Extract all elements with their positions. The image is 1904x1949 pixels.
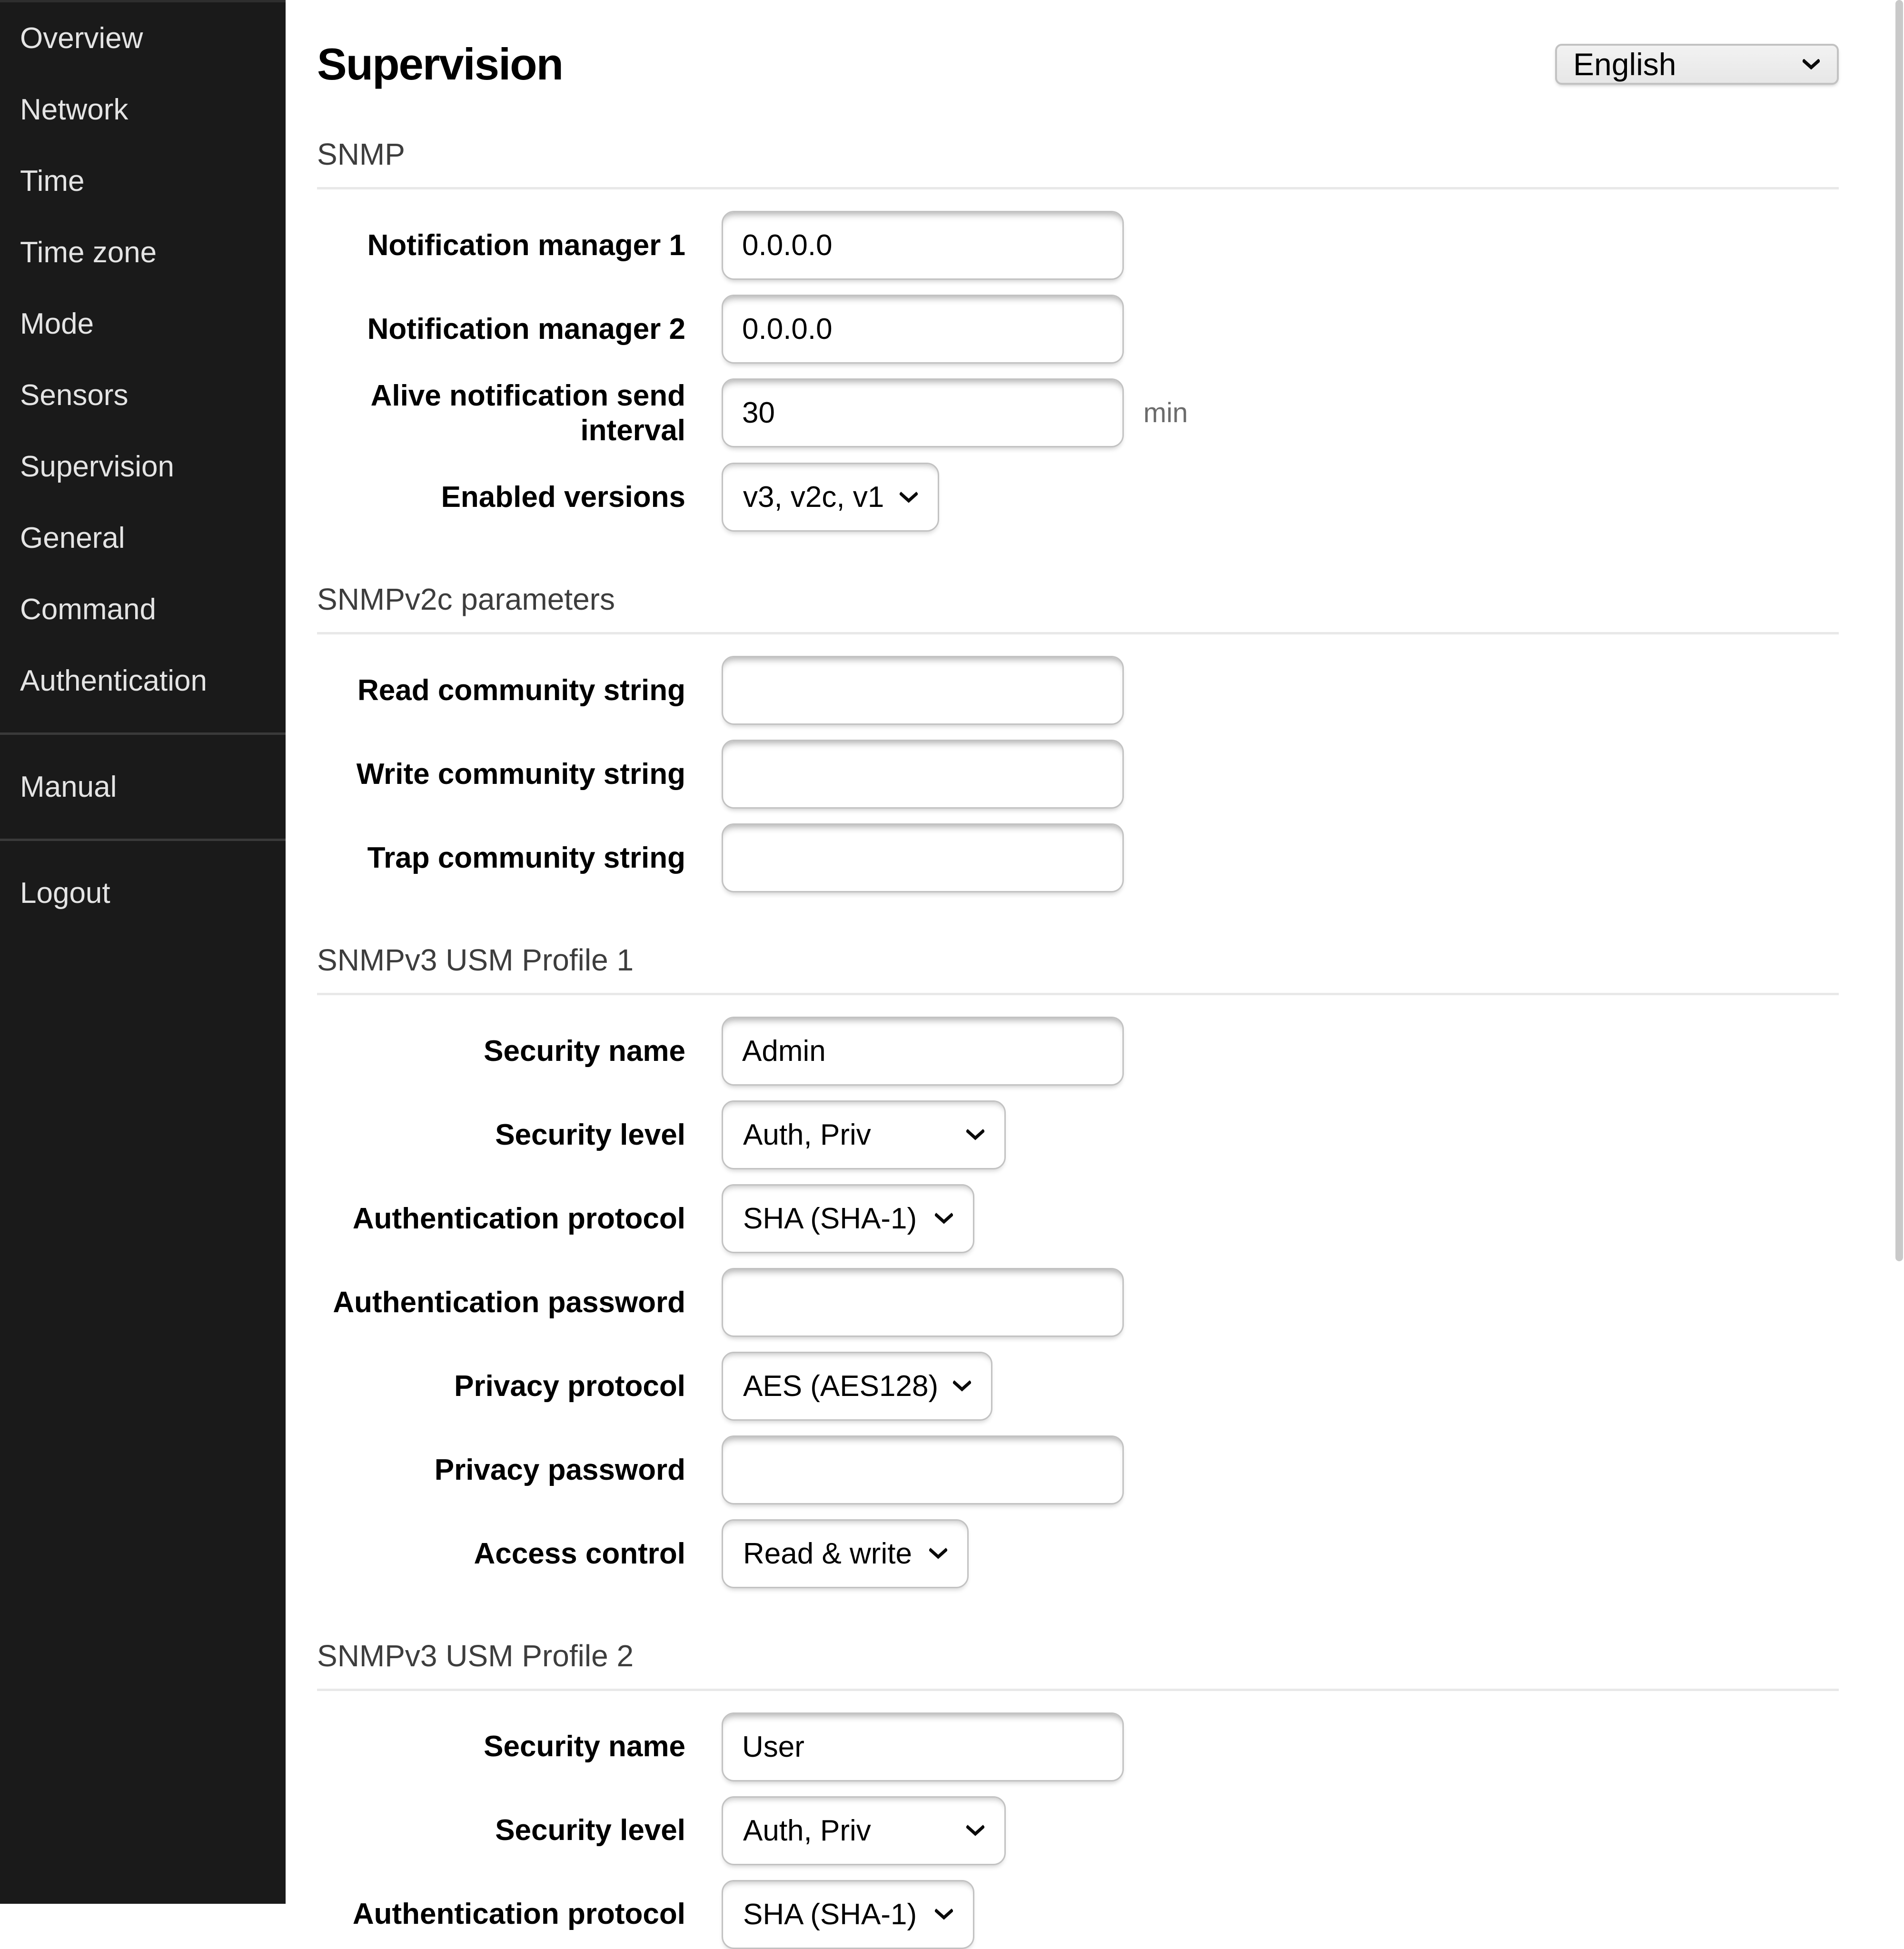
- trap-community-string-input[interactable]: [722, 823, 1124, 892]
- sidebar-section-divider: [0, 732, 286, 735]
- form-row: [317, 1268, 1839, 1337]
- section-rows: [317, 211, 1839, 532]
- field-control: [722, 823, 1124, 892]
- field-control: [722, 1268, 1124, 1337]
- access-control-1-select[interactable]: [722, 1519, 969, 1588]
- section-divider: [317, 993, 1839, 995]
- form-row: [317, 1796, 1839, 1865]
- field-label: Security name: [484, 1730, 685, 1763]
- select-value: SHA (SHA-1): [743, 1898, 917, 1931]
- privacy-protocol-1-select[interactable]: [722, 1352, 992, 1421]
- alive-notification-send-interval-input[interactable]: [722, 378, 1124, 447]
- field-label: Security level: [495, 1814, 685, 1847]
- language-select[interactable]: [1555, 44, 1839, 85]
- form-row: [317, 656, 1839, 725]
- field-control: [722, 1184, 974, 1253]
- form-row: [317, 1712, 1839, 1781]
- sidebar-item-mode[interactable]: Mode: [20, 307, 94, 340]
- notification-manager-1-input[interactable]: [722, 211, 1124, 280]
- field-control: [722, 740, 1124, 809]
- sidebar: [0, 0, 286, 1904]
- field-label: Read community string: [357, 673, 685, 707]
- field-label: Notification manager 2: [367, 312, 685, 346]
- field-label: Notification manager 1: [367, 228, 685, 262]
- vertical-scrollbar-thumb[interactable]: [1895, 0, 1903, 1261]
- field-control: [722, 1352, 992, 1421]
- section-title: SNMPv3 USM Profile 2: [317, 1638, 634, 1673]
- form-row: [317, 740, 1839, 809]
- form-row: [317, 1880, 1839, 1949]
- form-row: [317, 1352, 1839, 1421]
- security-level-1-select[interactable]: [722, 1100, 1006, 1169]
- select-value: Read & write: [743, 1537, 912, 1570]
- field-label: Enabled versions: [441, 481, 685, 514]
- field-label: Privacy password: [434, 1453, 685, 1486]
- sidebar-item-time[interactable]: Time: [20, 164, 85, 198]
- select-value: AES (AES128): [743, 1369, 939, 1403]
- chevron-down-icon: [935, 1909, 953, 1920]
- form-row: [317, 295, 1839, 364]
- section: [317, 581, 1839, 892]
- form-sections: [317, 136, 1839, 1949]
- sidebar-nav: [0, 2, 286, 929]
- section: [317, 1638, 1839, 1949]
- chevron-down-icon: [900, 492, 918, 503]
- section: [317, 136, 1839, 532]
- field-label: Write community string: [356, 757, 685, 791]
- section-rows: [317, 1017, 1839, 1588]
- chevron-down-icon: [953, 1380, 971, 1392]
- sidebar-item-authentication[interactable]: Authentication: [20, 664, 207, 697]
- sidebar-item-time-zone[interactable]: Time zone: [20, 236, 157, 269]
- page-title: Supervision: [317, 39, 563, 89]
- select-value: v3, v2c, v1: [743, 481, 884, 514]
- field-control: [722, 295, 1124, 364]
- write-community-string-input[interactable]: [722, 740, 1124, 809]
- section-title: SNMPv3 USM Profile 1: [317, 942, 634, 977]
- select-value: SHA (SHA-1): [743, 1202, 917, 1235]
- sidebar-item-logout[interactable]: Logout: [20, 876, 110, 910]
- unit-label: min: [1143, 397, 1188, 429]
- field-control: [722, 463, 939, 532]
- section-title: SNMP: [317, 137, 405, 171]
- section: [317, 942, 1839, 1588]
- field-control: [722, 1017, 1124, 1086]
- field-label: Alive notification send interval: [370, 379, 685, 447]
- form-row: [317, 1017, 1839, 1086]
- field-label: Privacy protocol: [454, 1369, 685, 1403]
- form-row: [317, 378, 1839, 448]
- field-control: [722, 1100, 1006, 1169]
- sidebar-item-supervision[interactable]: Supervision: [20, 450, 174, 483]
- form-row: [317, 1519, 1839, 1588]
- privacy-password-1-input[interactable]: [722, 1435, 1124, 1504]
- form-row: [317, 463, 1839, 532]
- authentication-password-1-input[interactable]: [722, 1268, 1124, 1337]
- sidebar-item-command[interactable]: Command: [20, 593, 156, 626]
- field-label: Trap community string: [367, 841, 685, 874]
- field-control: [722, 656, 1124, 725]
- security-name-2-input[interactable]: [722, 1712, 1124, 1781]
- section-divider: [317, 1689, 1839, 1691]
- form-row: [317, 211, 1839, 280]
- field-control: [722, 211, 1124, 280]
- field-control: [722, 378, 1188, 447]
- field-control: [722, 1435, 1124, 1504]
- sidebar-item-overview[interactable]: Overview: [20, 21, 143, 55]
- form-row: [317, 1100, 1839, 1169]
- field-label: Authentication protocol: [352, 1202, 685, 1235]
- authentication-protocol-2-select[interactable]: [722, 1880, 974, 1949]
- chevron-down-icon: [966, 1825, 984, 1836]
- form-row: [317, 1435, 1839, 1504]
- field-control: [722, 1519, 969, 1588]
- field-label: Authentication password: [333, 1286, 685, 1319]
- enabled-versions-select[interactable]: [722, 463, 939, 532]
- chevron-down-icon: [929, 1548, 947, 1559]
- field-label: Authentication protocol: [352, 1898, 685, 1931]
- select-value: Auth, Priv: [743, 1814, 871, 1847]
- language-select-value: English: [1573, 47, 1676, 82]
- sidebar-item-network[interactable]: Network: [20, 93, 129, 126]
- sidebar-item-sensors[interactable]: Sensors: [20, 378, 129, 412]
- field-control: [722, 1796, 1006, 1865]
- form-row: [317, 823, 1839, 892]
- section-divider: [317, 187, 1839, 189]
- section-title: SNMPv2c parameters: [317, 582, 615, 617]
- field-control: [722, 1880, 974, 1949]
- field-control: [722, 1712, 1124, 1781]
- read-community-string-input[interactable]: [722, 656, 1124, 725]
- authentication-protocol-1-select[interactable]: [722, 1184, 974, 1253]
- form-row: [317, 1184, 1839, 1253]
- chevron-down-icon: [935, 1213, 953, 1224]
- chevron-down-icon: [966, 1129, 984, 1140]
- sidebar-item-manual[interactable]: Manual: [20, 770, 117, 803]
- section-rows: [317, 1712, 1839, 1949]
- section-rows: [317, 656, 1839, 892]
- sidebar-section-divider: [0, 839, 286, 841]
- select-value: Auth, Priv: [743, 1118, 871, 1151]
- security-name-1-input[interactable]: [722, 1017, 1124, 1086]
- field-label: Security name: [484, 1034, 685, 1068]
- security-level-2-select[interactable]: [722, 1796, 1006, 1865]
- notification-manager-2-input[interactable]: [722, 295, 1124, 364]
- chevron-down-icon: [1803, 59, 1820, 69]
- sidebar-item-general[interactable]: General: [20, 521, 125, 554]
- field-label: Access control: [474, 1537, 685, 1570]
- main-content: [286, 0, 1904, 1931]
- field-label: Security level: [495, 1118, 685, 1151]
- section-divider: [317, 632, 1839, 634]
